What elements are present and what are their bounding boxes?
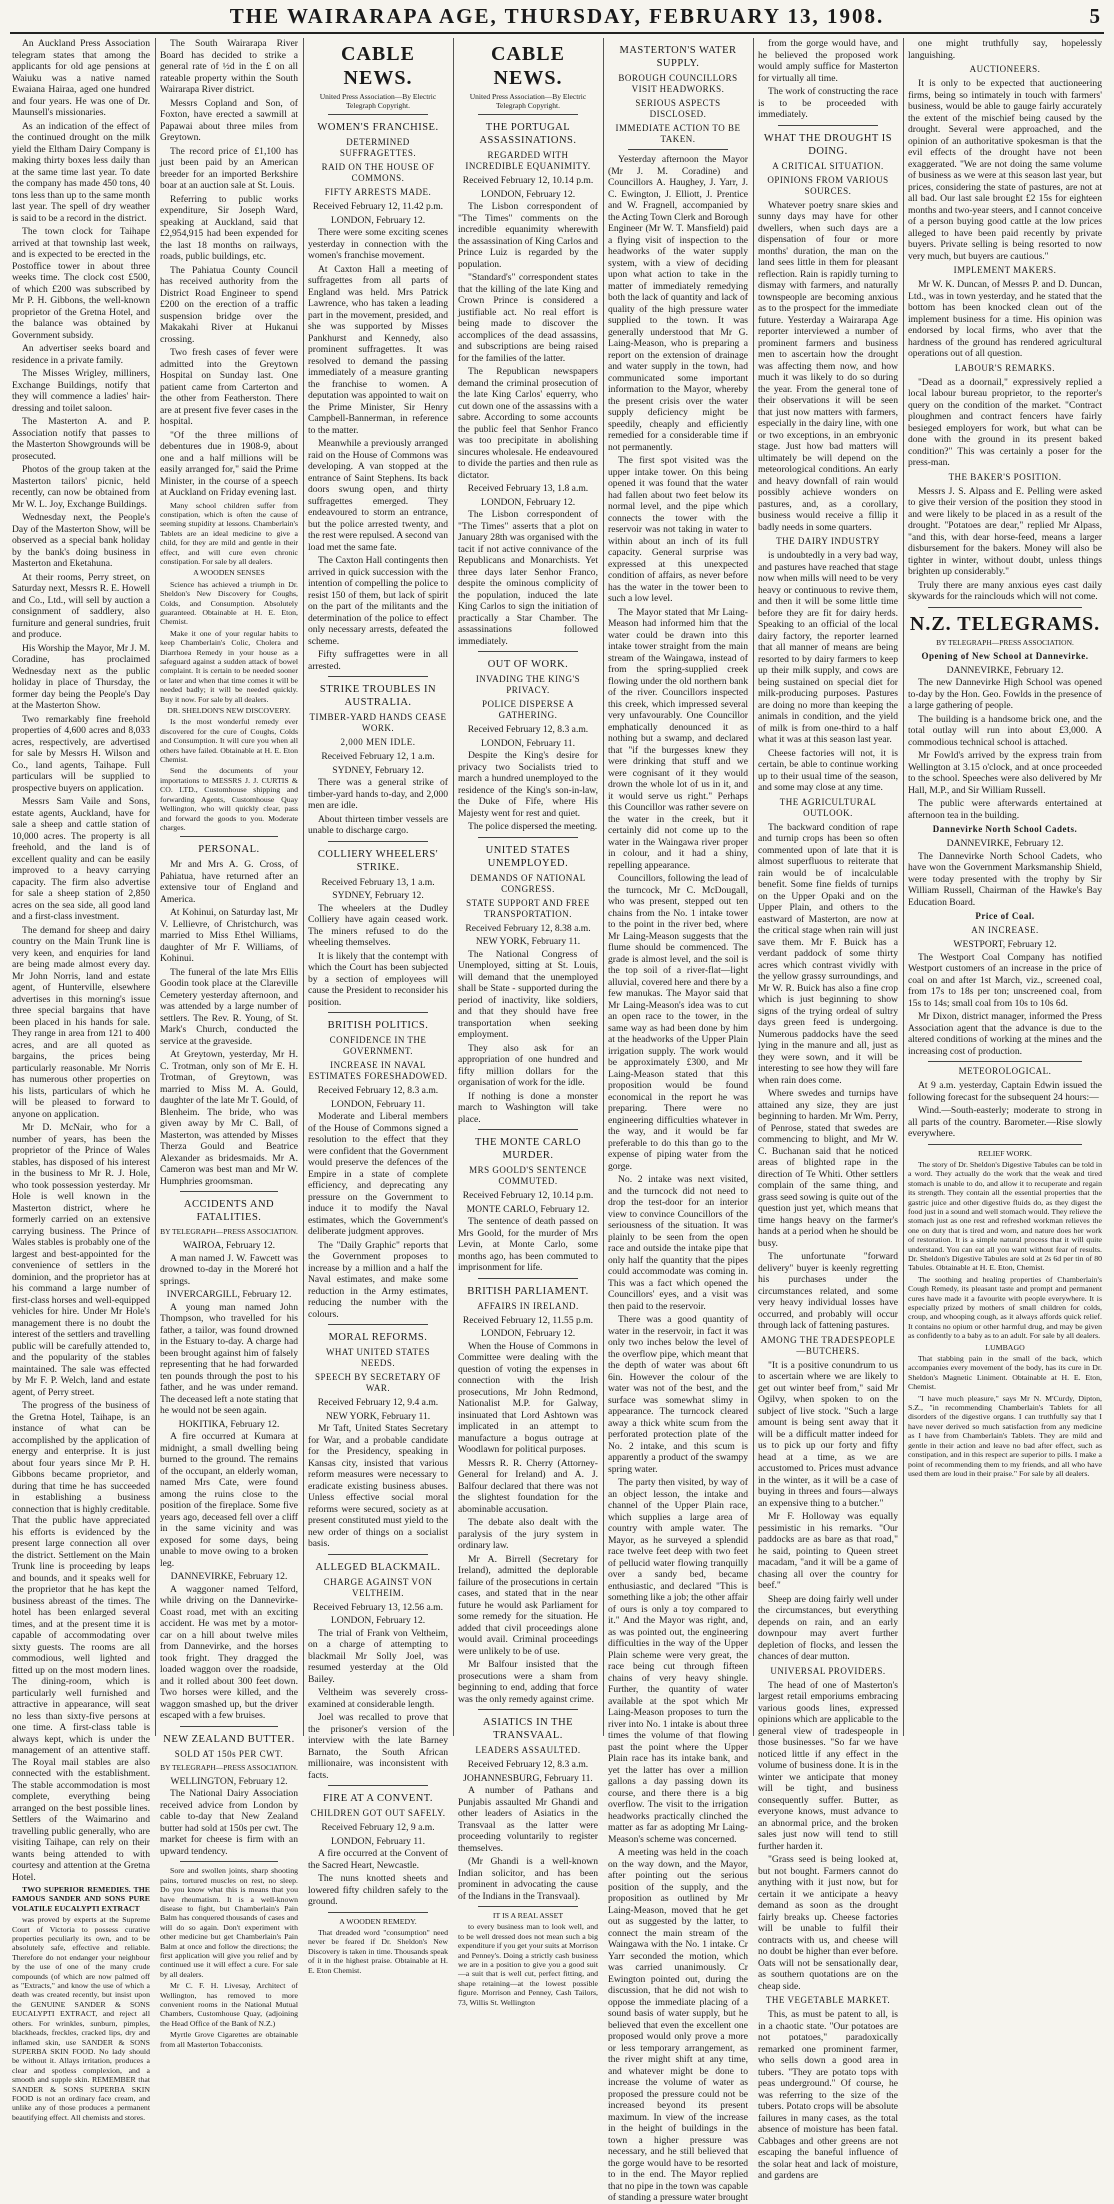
article-paragraph: one might truthfully say, hopelessly languishing. (908, 38, 1102, 61)
article-paragraph: Whatever poetry snare skies and sunny days may have for other dwellers, when such days are a dispensation of four or more months' duration, the man on the land sees little in them for pleasant reflection. Rain is rapidly turning to dismay with farmers, and naturally townspeople are becoming anxious as to the prospect for the immediate future. Yesterday a Wairarapa Age reporter interviewed a number of prominent farmers and business men to ascertain how the drought was affecting them now, and how much it was likely to do so during the year. From the general tone of their observations it will be seen that just now matters with farmers, especially in the dairy line, with one or two exceptions, in an embryonic stage. Just how bad matters will ultimately be will depend on the meteorological conditions. An early and heavy downfall of rain would possibly achieve wonders on pastures, and, as a corollary, business would receive a fillip it badly needs in some quarters. (758, 199, 898, 533)
subheading: DETERMINED SUFFRAGETTES. (339, 137, 417, 158)
subheading: SPEECH BY SECRETARY OF WAR. (315, 1372, 441, 1393)
section-heading: ACCIDENTS AND FATALITIES. (183, 1199, 275, 1224)
article-paragraph: Mr Taft, United States Secretary for War, and a probable candidate for the Presidency, speaking in Kansas city, insisted that various reform measures were necessary to eradicate existing business abuses. Unless effective social moral reforms were secured, society as at present constituted must yield to the new order of things on a socialist basis. (308, 1423, 448, 1549)
article-paragraph: The Lisbon correspondent of "The Times" asserts that a plot on January 28th was organised with the tacit if not active connivance of the Republicans and Monarchists. Yet three days later Senhor Franco, despite the ominous complicity of the population, induced the late King Carlos to sign the initiation of practically a Star Chamber. The assassinations followed immediately. (458, 509, 598, 647)
subheading: INVADING THE KING'S PRIVACY. (475, 674, 581, 695)
section-divider (478, 1906, 578, 1907)
section-divider (180, 1191, 278, 1192)
subheading: THE AGRICULTURAL OUTLOOK. (779, 796, 877, 818)
section-divider (928, 1144, 1082, 1145)
article-paragraph: from the gorge would have, and he believed the proposed work would amply suffice for Masterton for virtually all time. (758, 38, 898, 84)
advertisement-heading: A WOODEN SENSES (193, 568, 265, 578)
section-masthead: CABLE NEWS. (341, 43, 415, 89)
article-paragraph: An Auckland Press Association telegram states that among the applicants for old age pensions at Waiuku was a native named Ewaiana Hairaa, aged one hundred and four years. He was one of Dr. Maunsell's missionaries. (12, 38, 150, 118)
subheading: CHARGE AGAINST VON VELTHEIM. (323, 1576, 433, 1598)
received-line: Received February 12, 8.3 a.m. (467, 1759, 589, 1770)
article-paragraph: A fire occurred at Kumara at midnight, a small dwelling being burned to the ground. The remains of the occupant, an elderly woman, named Mrs Cate, were found among the ruins close to the position of the fireplace. Some five years ago, deceased fell over a cliff in the same vicinity and was exposed for some days, being unable to move owing to a broken leg. (160, 1431, 298, 1569)
advertisement: Mr C. F. H. Livesay, Architect of Wellington, has removed to more convenient rooms in the National Mutual Chambers, Customhouse Quay, (adjoining the Head Office of the Bank of N.Z.) (160, 1981, 298, 2028)
section-divider (628, 149, 728, 150)
article-paragraph: A fire occurred at the Convent of the Sacred Heart, Newcastle. (308, 1848, 448, 1871)
article-paragraph: Mr Fowld's arrived by the express train from Wellington at 3.15 o'clock, and at once proceeded to the school. Speeches were also delivered by Mr Hall, M.P., and Sir William Russell. (908, 750, 1102, 796)
dateline: DANNEVIRKE, February 12. (946, 838, 1064, 849)
article-paragraph: Councillors, following the lead of the turncock, Mr C. McDougall, who was present, stepped out ten chains from the No. 1 intake tower to the point in the river bed, where Mr Laing-Meason suggests that the flume should be commenced. The grade is almost level, and the soil is the top soil of a river-flat—light alluvial, covered here and there by a few manukas. The Mayor said that Mr Laing-Meason's idea was to cut an open race to the tower, in the same way as had been done by him at the headworks of the Upper Plain irrigation supply. The work would be approximately £300, and Mr Laing-Meason stated that this proposition would be found economical in the report he was preparing. There were no engineering difficulties whatever in the way, and it would be far preferable to do this than go to the expense of piping water from the gorge. (608, 873, 748, 1172)
article-paragraph: When the House of Commons in Committee were dealing with the question of voting the expenses in connection with the Irish prosecutions, Mr John Redmond, Nationalist M.P. for Galway, insinuated that Lord Ashtown was implicated in an attempt to manufacture a bogus outrage at Woodlawn for political purposes. (458, 1340, 598, 1455)
subheading: POLICE DISPERSE A GATHERING. (481, 699, 574, 720)
subheading: CONFIDENCE IN THE GOVERNMENT. (329, 1035, 427, 1056)
article-paragraph: The building is a handsome brick one, and the total outlay will run into about £3,000. A commodious technical school is attached. (908, 713, 1102, 748)
subheading: INCREASE IN NAVAL ESTIMATES FORESHADOWED. (308, 1060, 448, 1081)
article-paragraph: The wheelers at the Dudley Colliery have again ceased work. The miners refused to do the wheeling themselves. (308, 902, 448, 948)
subheading: STATE SUPPORT AND FREE TRANSPORTATION. (466, 897, 590, 919)
article-paragraph: The National Dairy Association received advice from London by cable to-day that New Zealand butter had sold at 150s per cwt. The market for cheese is firm with an upward tendency. (160, 1788, 298, 1857)
subheading: A CRITICAL SITUATION. (772, 160, 884, 171)
section-divider (180, 1861, 278, 1862)
advertisement-title: TWO SUPERIOR REMEDIES. THE FAMOUS SANDER AND SONS PURE VOLATILE EUCALYPTI EXTRACT (12, 1885, 150, 1913)
received-line: Received February 13, 1 a.m. (321, 876, 435, 888)
article-paragraph: The first spot visited was the upper intake tower. On this being opened it was found that the water had fallen about two feet below its normal level, and the pipe which connects the tower with the reservoir was not taking in water to within about an inch of its full capacity. General surprise was expressed at this unexpected condition of affairs, as never before has the water in the tower been to such a low level. (608, 455, 748, 604)
section-heading: ALLEGED BLACKMAIL. (315, 1561, 441, 1573)
article-paragraph: The Mayor stated that Mr Laing-Meason had informed him that the water could be drawn into this intake tower straight from the main stream of the Waingawa, instead of from the spring-supplied creek flowing under the old northern bank of the river. Councillors inspected this creek, which impressed several very unfavourably. One Councillor emphatically denounced it as nothing but a swamp, and declared that "if the burgesses knew they were drinking that stuff and we were cognisant of it they would drown the whole lot of us in it, and it would serve us right." Perhaps this Councillor was rather severe on the water in the creek, but it certainly did not come up to the water in the Waingawa river proper in colour, and it had a shiny, repelling appearance. (608, 606, 748, 871)
column-rule (603, 38, 604, 1736)
section-divider (328, 676, 428, 677)
dateline: JOHANNESBURG, February 11. (463, 1772, 593, 1784)
received-line: Received February 12, 9 a.m. (321, 1822, 435, 1833)
section-divider (478, 1709, 578, 1710)
subheading: 2,000 MEN IDLE. (340, 737, 416, 747)
article-paragraph: There were some exciting scenes yesterday in connection with the women's franchise movement. (308, 227, 448, 261)
article-paragraph: Joel was recalled to prove that the prisoner's version of the interview with the late Barney Barnato, the South African millionaire, was inconsistent with facts. (308, 1712, 448, 1781)
article-paragraph: Photos of the group taken at the Masterton tailors' picnic, held recently, can now be obtained from Mr W. L. Joy, Exchange Buildings. (12, 464, 150, 510)
article-paragraph: Messrs Copland and Son, of Foxton, have erected a sawmill at Papawai about three miles from Greytown. (160, 97, 298, 143)
column-rule (453, 38, 454, 1736)
wire-source: United Press Association—By Electric Telegraph Copyright. (319, 92, 437, 110)
article-paragraph: At Caxton Hall a meeting of suffragettes from all parts of England was held. Mrs Patrick Lawrence, who has taken a leading part in the movement, presided, and she was supported by Misses Pankhurst and Kennedy, also prominent suffragettes. It was resolved to demand the passing immediately of a measure granting the franchise to women. A deputation was appointed to wait on the Prime Minister, Sir Henry Campbell-Bannerman, in reference to the matter. (308, 263, 448, 436)
article-paragraph: "Standard's" correspondent states that the killing of the late King and Crown Prince is considered a justifiable act. No real effort is being made to discover the accomplices of the dead assassins, and subscriptions are being raised for the families of the latter. (458, 272, 598, 364)
received-line: Received February 13, 1.8 a.m. (467, 483, 589, 494)
article-paragraph: The "Daily Graphic" reports that the Government proposes to increase by a million and a half the Naval estimates, and make some reduction in the Army estimates, reducing the number with the colours. (308, 1239, 448, 1320)
dateline: LONDON, February 12. (480, 1328, 576, 1339)
article-paragraph: If nothing is done a monster march to Washington will take place. (458, 1090, 598, 1125)
article-paragraph: Mr Balfour insisted that the prosecutions were a sham from beginning to end, adding that force was the only remedy against crime. (458, 1659, 598, 1705)
article-paragraph: The sentence of death passed on Mrs Goold, for the murder of Mrs Levin, at Monte Carlo, some months ago, has been commuted to imprisonment for life. (458, 1216, 598, 1273)
section-heading: THE MONTE CARLO MURDER. (474, 1137, 582, 1161)
section-heading: BRITISH POLITICS. (327, 1020, 429, 1031)
section-divider (478, 837, 578, 838)
column-rule (753, 38, 754, 1736)
column-rule (155, 38, 156, 1736)
article-paragraph: Cheese factories will not, it is certain, be able to continue working up to their usual time of the season, and some may close at any time. (758, 747, 898, 793)
subheading: FIFTY ARRESTS MADE. (324, 187, 432, 197)
advertisement-heading: LUMBAGO (985, 1342, 1025, 1352)
subheading: OPINIONS FROM VARIOUS SOURCES. (767, 174, 889, 196)
dateline: WELLINGTON, February 12. (170, 1775, 288, 1787)
article-paragraph: The public were afterwards entertained at afternoon tea in the building. (908, 798, 1102, 821)
section-divider (328, 841, 428, 842)
dateline: SYDNEY, February 12. (332, 764, 424, 776)
wire-source: BY TELEGRAPH—PRESS ASSOCIATION. (936, 637, 1074, 647)
advertisement: Is the most wonderful remedy ever discovered for the cure of Coughs, Colds and Consumption. It will cure you when all others have failed. Obtainable at H. E. Eton Chemist. (160, 717, 298, 765)
article-paragraph: "It is a positive conundrum to us to ascertain where we are likely to get out winter beef from," said Mr Ogilvy, when spoken to on the subject of live stock. "Such a large amount is being sent away that it will be a difficult matter indeed for us to pick up our forty and fifty head at a time, as we are accustomed to. Prices must advance in the winter, as it will be a case of buying in threes and fours—always an expensive thing to a butcher." (758, 1359, 898, 1509)
section-heading: COLLIERY WHEELERS' STRIKE. (317, 848, 439, 873)
article-paragraph: The debate also dealt with the paralysis of the jury system in ordinary law. (458, 1517, 598, 1551)
article-paragraph: The new Dannevirke High School was opened to-day by the Hon. Geo. Fowlds in the presence of a large gathering of people. (908, 677, 1102, 711)
dateline: SYDNEY, February 12. (332, 890, 424, 901)
advertisement: Many school children suffer from constipation, which is often the cause of seeming stupidity at lessons. Chamberlain's Tablets are an ideal medicine to give a child, for they are mild and gentle in their effect, and will cure even chronic constipation. For sale by all dealers. (160, 500, 298, 566)
section-heading: METEOROLOGICAL. (958, 1066, 1052, 1076)
article-paragraph: This, as must be patent to all, is in a chaotic state. "Our potatoes are not potatoes," paradoxically remarked one prominent farmer, who sells down a good area in tubers. "They are potato tops with peas underground." Of course, he was referring to the size of the tubers. Potato crops will be absolute failures in many cases, as the total absence of moisture has been fatal. Cabbages and other greens are not escaping the baneful influence of the solar heat and lack of moisture, and gardens are (758, 2009, 898, 2181)
dateline: DANNEVIRKE, February 12. (170, 1571, 288, 1583)
subheading: TIMBER-YARD HANDS CEASE WORK. (309, 712, 447, 733)
section-heading: WOMEN'S FRANCHISE. (317, 122, 439, 133)
subheading: AMONG THE TRADESPEOPLE—BUTCHERS. (760, 1334, 896, 1356)
subheading: IMMEDIATE ACTION TO BE TAKEN. (615, 123, 741, 144)
article-paragraph: Wind.—South-easterly; moderate to strong in all parts of the country. Barometer.—Rise slowly everywhere. (908, 1105, 1102, 1139)
wire-source: United Press Association—By Electric Telegraph Copyright. (469, 92, 587, 110)
advertisement: Sore and swollen joints, sharp shooting pains, tortured muscles on rest, no sleep. Do you know what this is means that you have rheumatism. It is a well-known disease to fight, but Chamberlain's Pain Balm has conquered thousands of cases and will do so again. Don't experiment with other medicine but get Chamberlain's Pain Balm at once and follow the directions; the first application will give you relief and by continued use it will effect a cure. For sale by all dealers. (160, 1866, 298, 1979)
section-divider (328, 1785, 428, 1786)
advertisement: to every business man to look well, and to be well dressed does not mean such a big expenditure if you get your suits at Morrison and Penney's. Doing a strictly cash business we are in a position to give you a good suit—a suit that is well cut, perfect fitting, and shape retaining—at the lowest possible figure. Morrison and Penney, Cash Tailors, 73, Willis St. Wellington (458, 1922, 598, 2007)
article-paragraph: Mr F. Holloway was equally pessimistic in his remarks. "Our paddocks are as bare as that road," he said, pointing to Queen street macadam, "and it will be a game of chasing all over the country for beef." (758, 1511, 898, 1591)
article-paragraph: An advertiser seeks board and residence in a private family. (12, 343, 150, 366)
article-paragraph: A young man named John Thompson, who travelled for his father, a tailor, was found drowned in the Estuary to-day. A charge had been brought against him of falsely representing that he had forwarded ten pounds through the post to his father, and he was under remand. The deceased left a note stating that he would not be seen again. (160, 1301, 298, 1417)
section-heading: STRIKE TROUBLES IN AUSTRALIA. (319, 684, 437, 708)
article-paragraph: Referring to public works expenditure, Sir Joseph Ward, speaking at Auckland, said that £2,954,915 had been expended for the last 18 months on railways, roads, public buildings, etc. (160, 193, 298, 262)
article-paragraph: Mr and Mrs A. G. Cross, of Pahiatua, have returned after an extensive tour of England and America. (160, 859, 298, 905)
article-paragraph: Sheep are doing fairly well under the circumstances, but everything depends on rain, and an early downpour may avert further depletion of flocks, and lessen the chances of dear mutton. (758, 1593, 898, 1662)
article-paragraph: Mr A. Birrell (Secretary for Ireland), admitted the deplorable failure of the prosecutions in certain cases, and stated that in the near future he would ask Parliament for some remedy for the situation. He added that civil proceedings alone would avail. Criminal proceedings were unlikely to be of use. (458, 1553, 598, 1657)
article-paragraph: Mr Dixon, district manager, informed the Press Association agent that the advance is due to the altered conditions of working at the mines and the increasing cost of production. (908, 1011, 1102, 1057)
article-paragraph: Meanwhile a previously arranged raid on the House of Commons was developing. A van stopped at the entrance of Saint Stephens. Its back doors swung open, and thirty suffragettes emerged. They endeavoured to storm an entrance, but the police arrested twenty, and the rest were repulsed. A second van load met the same fate. (308, 438, 448, 553)
article-paragraph: The head of one of Masterton's largest retail emporiums embracing various goods lines, expressed opinions which are applicable to the general view of tradespeople in those businesses. "So far we have noticed little if any effect in the volume of business done. It is in the winter we anticipate that money will be tight, and business consequently suffer. Butter, as everyone knows, must advance to an abnormal price, and the broken sales just now will tend to still further harden it. (758, 1679, 898, 1852)
section-divider (328, 1324, 428, 1325)
subheading: AFFAIRS IN IRELAND. (477, 1300, 579, 1311)
article-paragraph: Fifty suffragettes were in all arrested. (308, 649, 448, 672)
article-paragraph: The demand for sheep and dairy country on the Main Trunk line is very keen, and enquiries for land are being made almost every day. Mr John Norris, land and estate agent, of Hunterville, elsewhere advertises in this morning's issue three special bargains that have been placed in his hands for sale. They range in area from 121 to 400 acres, and are all quoted as bargains, the prices being particularly reasonable. Mr Norris has numerous other properties on his lists, particulars of which he will be pleased to forward to anyone on application. (12, 924, 150, 1120)
dateline: NEW YORK, February 11. (475, 936, 581, 947)
article-paragraph: Two remarkably fine freehold properties of 4,600 acres and 8,033 acres, respectively, are advertised for sale by Messrs H. Wilson and Co., land agents, Taihape. Full particulars will be supplied to prospective buyers on application. (12, 713, 150, 794)
dateline: NEW YORK, February 11. (325, 1410, 431, 1422)
subheading: BOROUGH COUNCILLORS VISIT HEADWORKS. (618, 73, 738, 94)
section-divider (328, 1912, 428, 1913)
dateline: INVERCARGILL, February 12. (166, 1289, 292, 1301)
received-line: Received February 12, 8.3 a.m. (467, 724, 589, 735)
article-paragraph: There was a good quantity of water in the reservoir, in fact it was only two inches below the level of the overflow pipe, which meant that the depth of water was about 6ft 6in. However the colour of the water was not of the best, and the surface was somewhat slimy in appearance. The turncock cleared away a thick white scum from the perforated protection plate of the No. 2 intake, and this scum is apparently a product of the swampy spring water. (608, 1314, 748, 1475)
article-paragraph: Messrs R. R. Cherry (Attorney-General for Ireland) and A. J. Balfour declared that there was not the slightest foundation for the abominable accusation. (458, 1457, 598, 1515)
newspaper-title: THE WAIRARAPA AGE, THURSDAY, FEBRUARY 13, 1908. (229, 4, 885, 28)
advertisement-heading: A WOODEN REMEDY. (339, 1916, 417, 1926)
article-paragraph: The Republican newspapers demand the criminal prosecution of the late King Carlos' equerry, who cut down one of the assassins with a sabre. According to some accounts the public feel that Senhor Franco was too precipitate in abolishing sincures wholesale. He endeavoured to divide the parties and then rule as dictator. (458, 366, 598, 481)
article-paragraph: Where swedes and turnips have attained any size, they are just beginning to harden. Mr Wm. Perry, of Penrose, stated that swedes are commencing to blight, and Mr W. C. Buchanan said that he noticed areas of blighted rape in the direction of Te Whiti. Other settlers complain of the same thing, and grass seed sowing is quite out of the question just yet, which means that time hangs heavy on the farmer's hands at a period when he should be busy. (758, 1088, 898, 1249)
article-paragraph: A meeting was held in the coach on the way down, and the Mayor, after pointing out the serious position of the supply, and the proposition as outlined by Mr Laing-Meason, moved that he get out as suggested by the latter, to connect the main stream of the Waingawa with the No. 1 intake. Cr Yarr seconded the motion, which was carried unanimously. Cr Ewington pointed out, during the discussion, that he did not wish to oppose the immediate placing of a sound basis of water supply, but he believed that even the excellent one proposed would only prove a more or less temporary arrangement, as the river might shift at any time, and whatever might be done to increase the volume of water as proposed the pressure could not be increased beyond its present maximum. In view of the increase in the height of buildings in the town a higher pressure was necessary, and he still believed that the gorge would have to be resorted to in the end. The Mayor replied that no pipe in the town was capable of standing a pressure water brought (608, 1847, 748, 2203)
advertisement-body: was proved by experts at the Supreme Court of Victoria to possess curative properties peculiarly its own, and to be absolutely safe, effective and reliable. Therefore do not endanger your neighbour by the use of one of the many crude compounds (of which are now palmed off as "Extracts," and know the use of which a death was created recently, but insist upon the GENUINE SANDER & SONS EUCALYPTI EXTRACT, and reject all others. For wrinkles, sunburn, pimples, blackheads, freckles, cracked lips, dry and inflamed skin, use SANDER & SONS SUPERBA SKIN FOOD. No lady should be without it. Allays irritation, produces a clear and spotless complexion, and a smooth and supple skin. REMEMBER that SANDER & SONS SUPERBA SKIN FOOD is not an ordinary face cream, and unlike any of those produces a permanent beautifying effect. All chemists and stores. (12, 1915, 150, 2122)
dateline: LONDON, February 12. (330, 1615, 426, 1626)
article-paragraph: At 9 a.m. yesterday, Captain Edwin issued the following forecast for the subsequent 24 hours:— (908, 1080, 1102, 1103)
section-divider (478, 1278, 578, 1279)
dateline: LONDON, February 12. (480, 496, 576, 508)
subheading: LEADERS ASSAULTED. (475, 1745, 581, 1755)
received-line: Received February 12, 1 a.m. (321, 751, 435, 762)
dateline: MONTE CARLO, February 12. (466, 1203, 590, 1215)
article-paragraph: No. 2 intake was next visited, and the turncock did not need to drop the test-door for an interior view to convince Councillors of the seriousness of the situation. It was plainly to be seen from the open race and outside the intake pipe that only half the quantity that the pipes could accommodate was coming in. This was a fact which opened the Councillors' eyes, and a visit was then paid to the reservoir. (608, 1174, 748, 1312)
article-paragraph: The town clock for Taihape arrived at that township last week, and is expected to be erected in the Postoffice tower in about three weeks time. The clock cost £500, of which £200 was subscribed by Mr P. H. Gibbons, the well-known proprietor of the Gretna Hotel, and the balance was obtained by Government subsidy. (12, 226, 150, 341)
section-divider (928, 1061, 1082, 1062)
subheading: WHAT UNITED STATES NEEDS. (325, 1347, 431, 1368)
page-number: 5 (1089, 4, 1100, 28)
column-4-cable-news (458, 38, 598, 2007)
received-line: Received February 12, 10.14 p.m. (462, 175, 594, 186)
dateline: LONDON, February 11. (481, 737, 575, 749)
section-divider (478, 1129, 578, 1130)
section-heading: Dannevirke North School Cadets. (932, 824, 1078, 834)
article-paragraph: Mr D. McNair, who for a number of years, has been the proprietor of the Prince of Wales stables, has disposed of his interest in the business to Mr R. J. Hole, who took possession yesterday. Mr Hole is well known in the Masterton district, where he formerly carried on an extensive carrying business. The Prince of Wales stables is probably one of the largest and best-appointed for the convenience of settlers in the dominion, and the proprietor has at his command a large number of first-class horses and well-equipped vehicles for hire. Under Mr Hole's management there is no doubt the interest of the settlers and travelling public will be carefully attended to, and the popularity of the stables maintained. The sale was effected by Mr F. P. Welch, land and estate agent, of Perry street. (12, 1122, 150, 1398)
article-paragraph: The backward condition of rape and turnip crops has been so often commented upon of late that it is almost superfluous to reiterate that rain would be of incalculable benefit. Some fine fields of turnips on the Upper Opaki and on the Upper Plain, and others to the eastward of Masterton, are now at the critical stage when rain will just save them. Mr F. Buick has a verdant paddock of some thirty acres which contrast vividly with the yellow grassy surroundings, and Mr W. R. Buick has also a fine crop which is just beginning to show signs of the trying ordeal of sultry days green feed is undergoing. Numerous paddocks have the seed lying in the manure and all, just as they were sown, and it will be interesting to see how they will fare when rain does come. (758, 821, 898, 1086)
article-paragraph: The Misses Wrigley, milliners, Exchange Buildings, notify that they will commence a ladies' hair-dressing and toilet saloon. (12, 368, 150, 414)
dateline: HOKITIKA, February 12. (178, 1418, 280, 1430)
received-line: Received February 12, 8.38 a.m. (465, 922, 591, 934)
advertisement-heading: DR. SHELDON'S NEW DISCOVERY. (167, 706, 291, 716)
article-paragraph: The funeral of the late Mrs Ellis Goodin took place at the Clareville Cemetery yesterday afternoon, and was attended by a large number of settlers. The Rev. R. Young, of St. Mark's Church, conducted the service at the graveside. (160, 966, 298, 1047)
article-paragraph: Mr W. K. Duncan, of Messrs P. and D. Duncan, Ltd., was in town yesterday, and he stated that the bottom has been knocked clean out of the implement business for a time. His opinion was endorsed by local firms, who aver that the hardness of the ground has rendered agricultural operations out of all question. (908, 279, 1102, 359)
article-paragraph: The National Congress of Unemployed, sitting at St. Louis, will demand that the unemployed shall be State - supported during the period of inactivity, like soldiers, and that they should have free transportation when seeking employment. (458, 948, 598, 1040)
section-divider (328, 1012, 428, 1013)
article-paragraph: The nuns knotted sheets and lowered fifty children safely to the ground. (308, 1873, 448, 1907)
article-paragraph: Wednesday next, the People's Day of the Masterton Show, will be observed as a special bank holiday by the bank's doing business in Masterton and Eketahuna. (12, 512, 150, 569)
subheading: LABOUR'S REMARKS. (954, 362, 1056, 373)
section-heading: BRITISH PARLIAMENT. (467, 1285, 589, 1297)
article-paragraph: Messrs J. S. Alpass and E. Pelling were asked to give their version of the position they stood in and were likely to be placed in as a result of the drought. "Potatoes are dear," replied Mr Alpass, "and this, with dear horse-feed, means a larger disbursement for the bakers. Money will also be tighter in winter, without doubt, unless things brighten up considerably." (908, 485, 1102, 577)
subheading: THE BAKER'S POSITION. (948, 471, 1062, 482)
section-heading: Opening of New School at Dannevirke. (921, 650, 1089, 661)
subheading: THE VEGETABLE MARKET. (765, 1995, 891, 2005)
article-paragraph: "Of the three millions of debentures due in 1908-9, about one and a half millions will be easily arranged for," said the Prime Minister, in the course of a speech at Auckland on Friday evening last. (160, 429, 298, 498)
article-paragraph: Despite the King's desire for privacy two Socialists tried to march a hundred unemployed to the residence of the King's son-in-law, the Duke of Fife, where His Majesty went for rest and quiet. (458, 750, 598, 819)
section-divider (328, 114, 428, 115)
article-paragraph: (Mr Ghandi is a well-known Indian solicitor, and has been prominent in advocating the cause of the Indians in the Transvaal). (458, 1856, 598, 1902)
article-paragraph: The South Wairarapa River Board has decided to strike a general rate of ½d in the £ on all rateable property within the South Wairarapa River district. (160, 38, 298, 95)
dateline: LONDON, February 12. (480, 188, 576, 200)
wire-source: BY TELEGRAPH—PRESS ASSOCIATION. (160, 1227, 298, 1237)
article-paragraph: The Lisbon correspondent of "The Times" comments on the incredible equanimity wherewith the assassination of King Carlos and Prince Luiz is regarded by the population. (458, 201, 598, 270)
dateline: WESTPORT, February 12. (953, 939, 1057, 950)
subheading: THE DAIRY INDUSTRY (776, 536, 880, 546)
article-paragraph: is undoubtedly in a very bad way, and pastures have reached that stage now when mills will need to be very heavy or continuous to revive them, and then it will be some little time before they are fit for dairy herds. Speaking to an official of the local dairy factory, the reporter learned that all manner of means are being resorted to by dairy farmers to keep up their milk supply, and cows are being sustained on special diet for milk-producing purposes. Pastures are doing no more than keeping the animals in condition, and the yield of milk is from one-third to a half what it was at this season last year. (758, 550, 898, 745)
received-line: Received February 12, 11.42 p.m. (312, 201, 444, 212)
subheading: DEMANDS OF NATIONAL CONGRESS. (470, 872, 586, 894)
article-paragraph: The Caxton Hall contingents then arrived in quick succession with the intention of compelling the police to resist 150 of them, but lack of spirit on the part of the militants and the determination of the police to effect only necessary arrests, defeated the scheme. (308, 555, 448, 647)
dateline: WAIROA, February 12. (182, 1240, 276, 1252)
section-masthead: N.Z. TELEGRAMS. (909, 612, 1101, 635)
subheading: CHILDREN GOT OUT SAFELY. (310, 1808, 446, 1818)
section-heading: NEW ZEALAND BUTTER. (163, 1733, 295, 1745)
advertisement-heading: IT IS A REAL ASSET (492, 1911, 564, 1920)
article-paragraph: They also ask for an appropriation of one hundred and fifty million dollars for the organisation of work for the idle. (458, 1042, 598, 1088)
advertisement: The soothing and healing properties of Chamberlain's Cough Remedy, its pleasant taste and prompt and permanent cures have made it a favourite with people everywhere. It is especially prized by mothers of small children for colds, croup, and whooping cough, as it always affords quick relief. It contains no opium or other harmful drug, and may be given as confidently to a baby as to an adult. For sale by all dealers. (908, 1274, 1102, 1341)
column-rule (903, 38, 904, 1736)
wire-source: BY TELEGRAPH—PRESS ASSOCIATION. (160, 1762, 298, 1772)
section-divider (778, 125, 878, 126)
section-divider (478, 114, 578, 115)
section-heading: Price of Coal. (975, 911, 1035, 921)
subheading: AUCTIONEERS. (969, 64, 1041, 74)
dateline: LONDON, February 11. (331, 1098, 425, 1110)
advertisement: The story of Dr. Sheldon's Digestive Tabules can be told in a word. They actually do the work that the weak and tired stomach is unable to do, and allow it to recuperate and regain its strength. They contain all the essential properties that the gastric juice and other digestive fluids do, as they digest the food just in a sound and well stomach would. They relieve the stomach just as one rest and refreshed workman relieves the one on duty that is tired and worn, and nature does her work of restoration. It is a simple natural process that it will quite understand. You can eat all you want without fear of results. Dr. Sheldon's Digestive Tabules are sold at 2s 6d per tin of 80 Tabules. Obtainable at H. E. Eton, Chemist. (908, 1159, 1102, 1273)
subheading: SERIOUS ASPECTS DISCLOSED. (635, 98, 721, 119)
section-divider (180, 836, 278, 837)
received-line: Received February 12, 11.55 p.m. (462, 1314, 594, 1326)
article-paragraph: His Worship the Mayor, Mr J. M. Coradine, has proclaimed Wednesday next as the public holiday in place of Thursday, the former day being the People's Day at the Masterton Show. (12, 642, 150, 711)
subheading: AN INCREASE. (971, 925, 1039, 935)
article-paragraph: There was a general strike of timber-yard hands to-day, and 2,000 men are idle. (308, 777, 448, 811)
article-paragraph: A man named J. W. Fawcett was drowned to-day in the Moreré hot springs. (160, 1252, 298, 1287)
section-heading: FIRE AT A CONVENT. (322, 1793, 434, 1804)
column-3-cable-news (308, 38, 448, 1975)
subheading: RAID ON THE HOUSE OF COMMONS. (321, 162, 435, 183)
dateline: LONDON, February 12. (330, 214, 426, 226)
received-line: Received February 12, 9.4 a.m. (317, 1397, 439, 1408)
section-divider (928, 607, 1082, 608)
article-paragraph: The Westport Coal Company has notified Westport customers of an increase in the price of coal on and after 1st March, viz., screened coal, from 17s to 18s per ton; unscreened coal, from 15s to 14s; small coal from 10s to 10s 6d. (908, 951, 1102, 1009)
article-paragraph: About thirteen timber vessels are unable to discharge cargo. (308, 813, 448, 836)
article-paragraph: Messrs Sam Vaile and Sons, estate agents, Auckland, have for sale a sheep and cattle station of 10,000 acres. The property is all freehold, and the land is of excellent quality and can be easily improved to a heavy carrying capacity. The firm also advertise for sale a sheep station of 2,850 acres on the sea side, all good land and a first-class investment. (12, 796, 150, 922)
article-paragraph: As an indication of the effect of the continued drought on the milk yield the Eltham Dairy Company is making thirty boxes less daily than at the same time last year. To date the company has made 450 tons, 40 tons less than up to the same month last year. The spell of dry weather is said to be a record in the district. (12, 120, 150, 224)
section-divider (180, 1726, 278, 1727)
advertisement-heading: RELIEF WORK. (978, 1148, 1032, 1158)
article-paragraph: The trial of Frank von Veltheim, on a charge of attempting to blackmail Mr Solly Joel, was resumed yesterday at the Old Bailey. (308, 1627, 448, 1685)
article-paragraph: "Grass seed is being looked at, but not bought. Farmers cannot do anything with it just now, but for certain it we anticipate a heavy demand as soon as the drought fairly breaks up. Cheese factories will be unable to fulfil their contracts with us, and cheese will no doubt be higher than ever before. Oats will not be sensationally dear, as southern quotations are on the cheap side. (758, 1854, 898, 1992)
subheading: UNIVERSAL PROVIDERS. (770, 1665, 886, 1676)
advertisement: Myrtle Grove Cigarettes are obtainable from all Masterton Tobacconists. (160, 2030, 298, 2049)
article-paragraph: At Greytown, yesterday, Mr H. C. Trotman, only son of Mr E. H. Trotman, of Greytown, was married to Miss M. A. Gould, daughter of the late Mr T. Gould, of Blenheim. The bride, who was given away by Mr C. Ball, of Masterton, was attended by Misses Therza Gould and Beatrice Alexander as bridesmaids. Mr A. Cameron was best man and Mr W. Humphries groomsman. (160, 1049, 298, 1187)
advertisement: Send the documents of your importations to MESSRS J. J. CURTIS & CO. LTD., Customhouse shipping and forwarding Agents, Customhouse Quay Wellington, who will quickly clear, pass and forward the goods to you. Moderate charges. (160, 766, 298, 832)
article-paragraph: The record price of £1,100 has just been paid by an American breeder for an imported Berkshire boar at an auction sale at St. Louis. (160, 145, 298, 191)
section-heading: MORAL REFORMS. (328, 1332, 428, 1343)
subheading: MRS GOOLD'S SENTENCE COMMUTED. (469, 1165, 587, 1186)
article-paragraph: Two fresh cases of fever were admitted into the Greytown Hospital on Sunday last. One patient came from Carterton and the other from Featherston. There are at present five fever cases in the hospital. (160, 347, 298, 427)
section-heading: PERSONAL. (198, 844, 260, 856)
article-paragraph: "Dead as a doornail," expressively replied a local labour bureau proprietor, to the reporter's query on the condition of the market. "Contract ploughmen and contract fencers have fairly besieged employers for work, but what can be done with the ground in its present baked condition?" This was certainly a poser for the press-man. (908, 376, 1102, 468)
section-heading: THE PORTUGAL ASSASSINATIONS. (479, 122, 577, 146)
column-6-drought (758, 38, 898, 2181)
dateline: DANNEVIRKE, February 12. (946, 664, 1064, 676)
article-paragraph: The police dispersed the meeting. (468, 821, 598, 832)
section-heading: OUT OF WORK. (487, 659, 569, 670)
received-line: Received February 12, 8.3 a.m. (317, 1085, 439, 1096)
article-headline: MASTERTON'S WATER SUPPLY. (619, 45, 737, 69)
column-rule (303, 38, 304, 1736)
article-paragraph: The Masterton A. and P. Association notify that passes to the Masterton Showgrounds will be prosecuted. (12, 416, 150, 462)
article-paragraph: It is likely that the contempt with which the Court has been subjected by a section of employees will cause the President to reconsider his position. (308, 950, 448, 1008)
article-paragraph: It is only to be expected that auctioneering firms, being so intimately in touch with farmers' business, would be able to gauge fairly accurately the extent of the mischief being caused by the drought. Several were approached, and the opinion of an authoritative spokesman is that the evil effects of the drought have not been exaggerated. "We are not doing the same volume of business as we were at this season last year, but prices, considering the state of pastures, are not at all bad. Our last sale brought £2 15s for eighteen months and two-year steers, and I cannot conceive of a person buying good cattle at the low prices alleged to have been paid recently by private buyers. Private selling is being resorted to now very much, but buyers are cautious." (908, 78, 1102, 262)
advertisement: "I have much pleasure," says Mr N. M'Curdy, Dipton, S.Z., "in recommending Chamberlain's Tablets for all disorders of the digestive organs. I can truthfully say that I have never derived so much satisfaction from any medicine as I have from Chamberlain's Tablets. They are mild and gentle in their action and leave no bad after effect, such as constipation, and in this respect are superior to pills. I make a point of recommending them to my friends, and all who have used them are loud in their praise." For sale by all dealers. (908, 1393, 1102, 1478)
section-heading: ASIATICS IN THE TRANSVAAL. (482, 1717, 574, 1741)
advertisement: That dreaded word "consumption" need never be feared if Dr. Sheldon's New Discovery is taken in time. Thousands speak of it in the highest praise. Obtainable at H. E. Eton Chemist. (308, 1927, 448, 1975)
advertisement: Make it one of your regular habits to keep Chamberlain's Colic, Cholera and Diarrhoea Remedy in your house as a safeguard against a sudden attack of bowel complaint. It is certain to be needed sooner or later and when that time comes it will be needed badly; it will be needed quickly. Buy it now. For sale by all dealers. (160, 628, 298, 704)
article-paragraph: At Kohinui, on Saturday last, Mr V. Lellievre, of Christchurch, was married to Miss Ethel Williams, daughter of Mr F. Williams, of Kohinui. (160, 907, 298, 965)
article-paragraph: The Dannevirke North School Cadets, who have won the Government Marksmanship Shield, were today presented with the trophy by Sir William Russell, Chairman of the Hawke's Bay Education Board. (908, 850, 1102, 908)
advertisement: That stabbing pain in the small of the back, which accompanies every movement of the body, has its cure in Dr. Sheldon's Magnetic Liniment. Obtainable at H. E. Eton, Chemist. (908, 1354, 1102, 1392)
article-paragraph: The unfortunate "forward delivery" buyer is keenly regretting his purchases under the circumstances related, and some very heavy individual losses have occurred, and probably will occur through lack of fattening pastures. (758, 1251, 898, 1331)
section-heading: UNITED STATES UNEMPLOYED. (485, 844, 571, 869)
column-7-telegrams (908, 38, 1102, 1736)
article-paragraph: A number of Pathans and Punjabis assaulted Mr Ghandi and other leaders of Asiatics in the Transvaal as the latter were proceeding voluntarily to register themselves. (458, 1785, 598, 1854)
article-paragraph: The Pahiatua County Council has received authority from the District Road Engineer to spend £200 on the erection of a traffic suspension bridge over the Makakahi River at Hukanui crossing. (160, 264, 298, 345)
column-1-local-news (12, 38, 150, 2122)
section-divider (328, 1554, 428, 1555)
subheading: SOLD AT 150s PER CWT. (174, 1748, 284, 1759)
article-paragraph: The work of constructing the race is to be proceeded with immediately. (758, 86, 898, 120)
column-5-water-supply (608, 38, 748, 2203)
article-headline: WHAT THE DROUGHT IS DOING. (763, 132, 893, 157)
article-paragraph: The party then visited, by way of an object lesson, the intake and channel of the Upper Plain race, which supplies a large area of country with ample water. The Mayor, as he surveyed a splendid race twelve feet deep with two feet of pellucid water flowing tranquilly over a sandy bed, became enthusiastic, and declared "This is something like a job; the other affair of ours is only a toy compared to it." And the Mayor was right, and, as was pointed out, the engineering difficulties in the way of the Upper Plain scheme were very great, the race being cut through fifteen chains of very heavy shingle. Further, the quantity of water available at the spot which Mr Laing-Meason proposes to turn the river into No. 1 intake is about three times the volume of that flowing past the point where the Upper Plain race has its intake bank, and yet the latter has over a million gallons a day passing down its course, and there there is a big overflow. The visit to the irrigation headworks practically clinched the matter as far as adopting Mr Laing-Meason's scheme was concerned. (608, 1477, 748, 1845)
article-paragraph: Truly there are many anxious eyes cast daily skywards for the rainclouds which will not come. (908, 579, 1102, 602)
article-paragraph: At their rooms, Perry street, on Saturday next, Messrs R. E. Howell and Co., Ltd., will sell by auction a consignment of saddlery, also furniture and general sundries, fruit and produce. (12, 571, 150, 640)
article-paragraph: Yesterday afternoon the Mayor (Mr J. M. Coradine) and Councillors A. Haughey, J. Yarr, J. C. Ewington, J. Elliott, J. Prentice and W. Fragnell, accompanied by the Acting Town Clerk and Borough Engineer (Mr W. T. Mansfield) paid a flying visit of inspection to the headworks of the water supply system, with a view of deciding upon what action to take in the matter of immediately remedying both the lack of quantity and lack of quality of the high pressure water supplied to the town. It was generally understood that Mr G. Laing-Meason, who is preparing a report on the extension of drainage and water supply in the town, had communicated some important information to the Mayor, whereby the present crisis over the water supply deficiency might be speedily, cheaply and efficiently remedied for a considerable time if not permanently. (608, 154, 748, 453)
column-2-local-news (160, 38, 298, 2049)
dateline: LONDON, February 11. (331, 1835, 425, 1847)
section-masthead: CABLE NEWS. (491, 43, 565, 89)
received-line: Received February 12, 10.14 p.m. (462, 1190, 594, 1201)
article-paragraph: Veltheim was severely cross-examined at considerable length. (308, 1687, 448, 1710)
subheading: REGARDED WITH INCREDIBLE EQUANIMITY. (465, 150, 591, 171)
article-paragraph: Moderate and Liberal members of the House of Commons signed a resolution to the effect that they were confident that the Government would preserve the defences of the Empire in a state of complete efficiency, and deprecating any pressure on the Government to induce it to modify the Naval estimates, which the Government's deliberate judgment approves. (308, 1111, 448, 1237)
article-paragraph: The progress of the business of the Gretna Hotel, Taihape, is an instance of what can be accomplished by the application of energy and enterprise. It is just about four years since Mr P. H. Gibbons became proprietor, and during that time he has succeeded in establishing a business connection that is highly creditable. That the public have appreciated his efforts is evidenced by the present large connection all over the district. Settlement on the Main Trunk line is proceeding by leaps and bounds, and it speaks well for the proprietor that he has kept the business abreast of the times. The hotel has been enlarged several times, and at the present time it is capable of accommodating over sixty guests. The rooms are all commodious, well lighted and fitted up on the most modern lines. The dining-room, which is particularly well furnished and attractive in appearance, will seat no less than sixty-five persons at one time. A first-class table is always kept, which is under the management of an attentive staff. The Royal mail stables are also connected with the establishment. The stable accommodation is most complete, everything being arranged on the best possible lines. Settlers of the Waimarino and travelling public generally, who are visiting Taihape, can rely on their wants being attended to with courtesy and attention at the Gretna Hotel. (12, 1400, 150, 1883)
advertisement: Science has achieved a triumph in Dr. Sheldon's New Discovery for Coughs, Colds, and Consumption. Absolutely guaranteed. Obtainable at H. E. Eton, Chemist. (160, 579, 298, 627)
article-paragraph: A waggoner named Telford, while driving on the Dannevirke-Coast road, met with an exciting accident. He was met by a motor-car on a hill about twelve miles from Dannevirke, and the horses took fright. They dragged the loaded waggon over the roadside, and it rolled about 300 feet down. Two horses were killed, and the waggon smashed up, but the driver escaped with a few bruises. (160, 1583, 298, 1722)
masthead (10, 2, 1104, 34)
section-divider (478, 651, 578, 652)
subheading: IMPLEMENT MAKERS. (953, 265, 1057, 275)
received-line: Received February 13, 12.56 a.m. (312, 1601, 443, 1613)
